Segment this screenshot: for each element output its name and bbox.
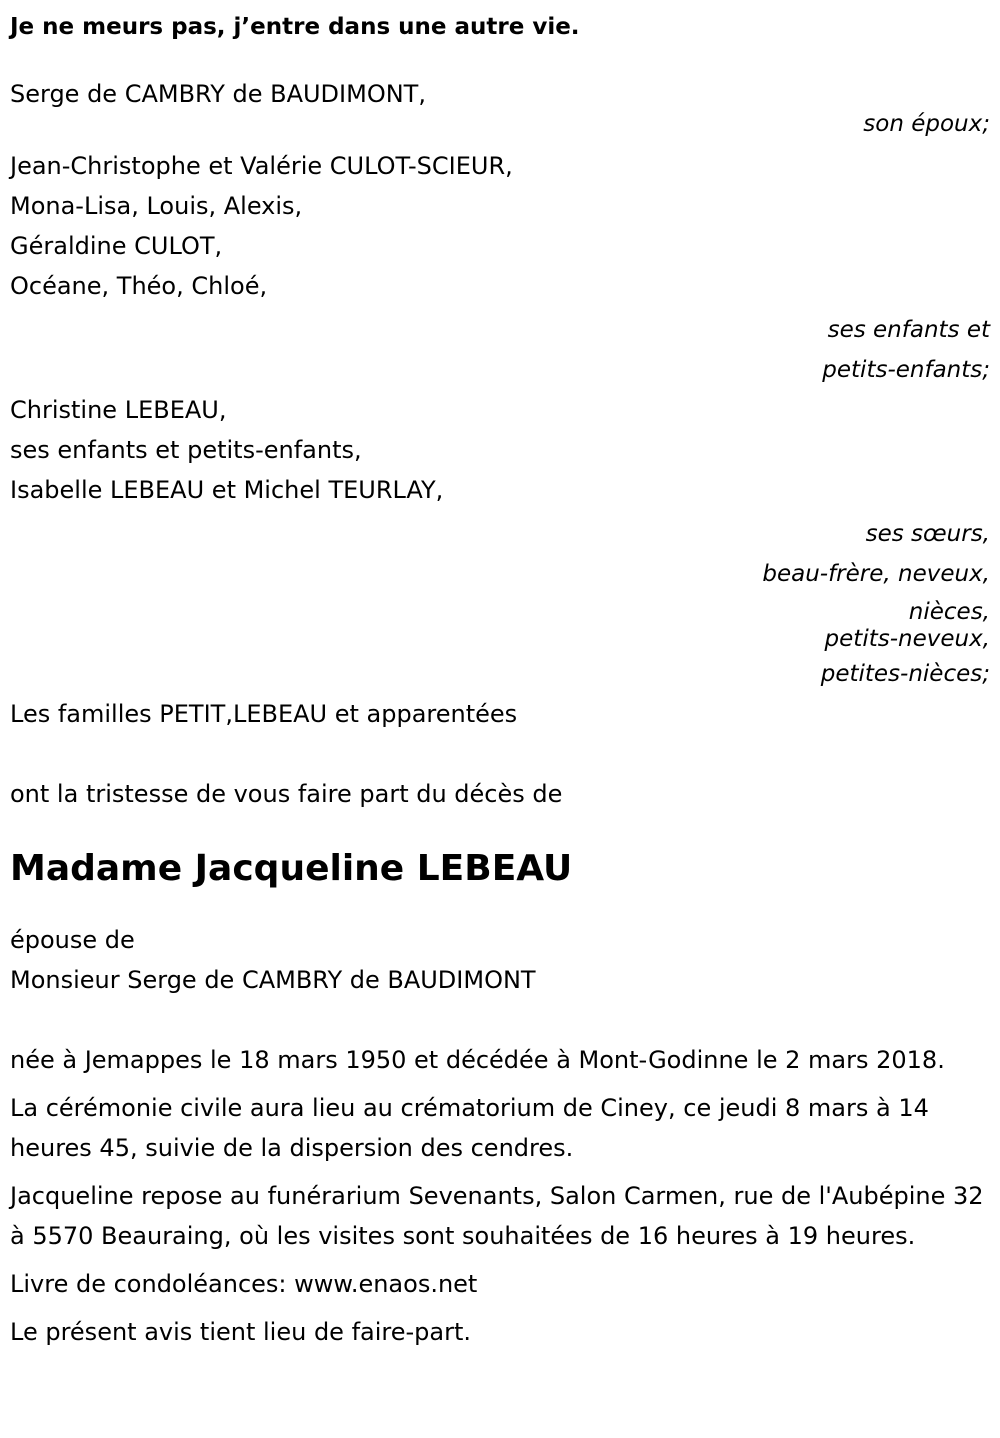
ceremony-paragraph: La cérémonie civile aura lieu au crématorium de Ciney, ce jeudi 8 mars à 14 heures 45, suivie de la dispersion des cendres.: [10, 1094, 929, 1162]
children-line: Jean-Christophe et Valérie CULOT-SCIEUR,: [10, 152, 513, 180]
spouse-name: Serge de CAMBRY de BAUDIMONT,: [10, 80, 426, 108]
sibling-relation: nièces,: [908, 599, 990, 625]
spouse-of-line: épouse de: [10, 926, 135, 954]
deceased-name: Madame Jacqueline LEBEAU: [10, 848, 573, 889]
announcement-line: ont la tristesse de vous faire part du décès de: [10, 780, 563, 808]
children-relation: ses enfants et: [827, 317, 990, 343]
children-line: Géraldine CULOT,: [10, 232, 223, 260]
sibling-line: Christine LEBEAU,: [10, 396, 227, 424]
sibling-line: Isabelle LEBEAU et Michel TEURLAY,: [10, 476, 444, 504]
sibling-line: ses enfants et petits-enfants,: [10, 436, 362, 464]
birth-death-paragraph: née à Jemappes le 18 mars 1950 et décédée à Mont-Godinne le 2 mars 2018.: [10, 1046, 945, 1074]
spouse-of-line: Monsieur Serge de CAMBRY de BAUDIMONT: [10, 966, 536, 994]
motto: Je ne meurs pas, j’entre dans une autre vie.: [10, 14, 580, 40]
children-line: Mona-Lisa, Louis, Alexis,: [10, 192, 303, 220]
sibling-relation: petites-nièces;: [820, 661, 990, 687]
visitation-paragraph: Jacqueline repose au funérarium Sevenants, Salon Carmen, rue de l'Aubépine 32 à 5570 Beauraing, où les visites sont souhaitées de 16 heures à 19 heures.: [10, 1182, 984, 1250]
sibling-relation: petits-neveux,: [824, 626, 990, 652]
children-line: Océane, Théo, Chloé,: [10, 272, 268, 300]
sibling-relation: beau-frère, neveux,: [762, 561, 990, 587]
spouse-relation: son époux;: [863, 111, 990, 137]
notice-line: Le présent avis tient lieu de faire-part.: [10, 1318, 472, 1346]
families-line: Les familles PETIT,LEBEAU et apparentées: [10, 700, 518, 728]
children-relation: petits-enfants;: [822, 357, 990, 383]
condolences-line: Livre de condoléances: www.enaos.net: [10, 1270, 478, 1298]
obituary-document: [10, 0, 990, 1352]
sibling-relation: ses sœurs,: [865, 521, 990, 547]
